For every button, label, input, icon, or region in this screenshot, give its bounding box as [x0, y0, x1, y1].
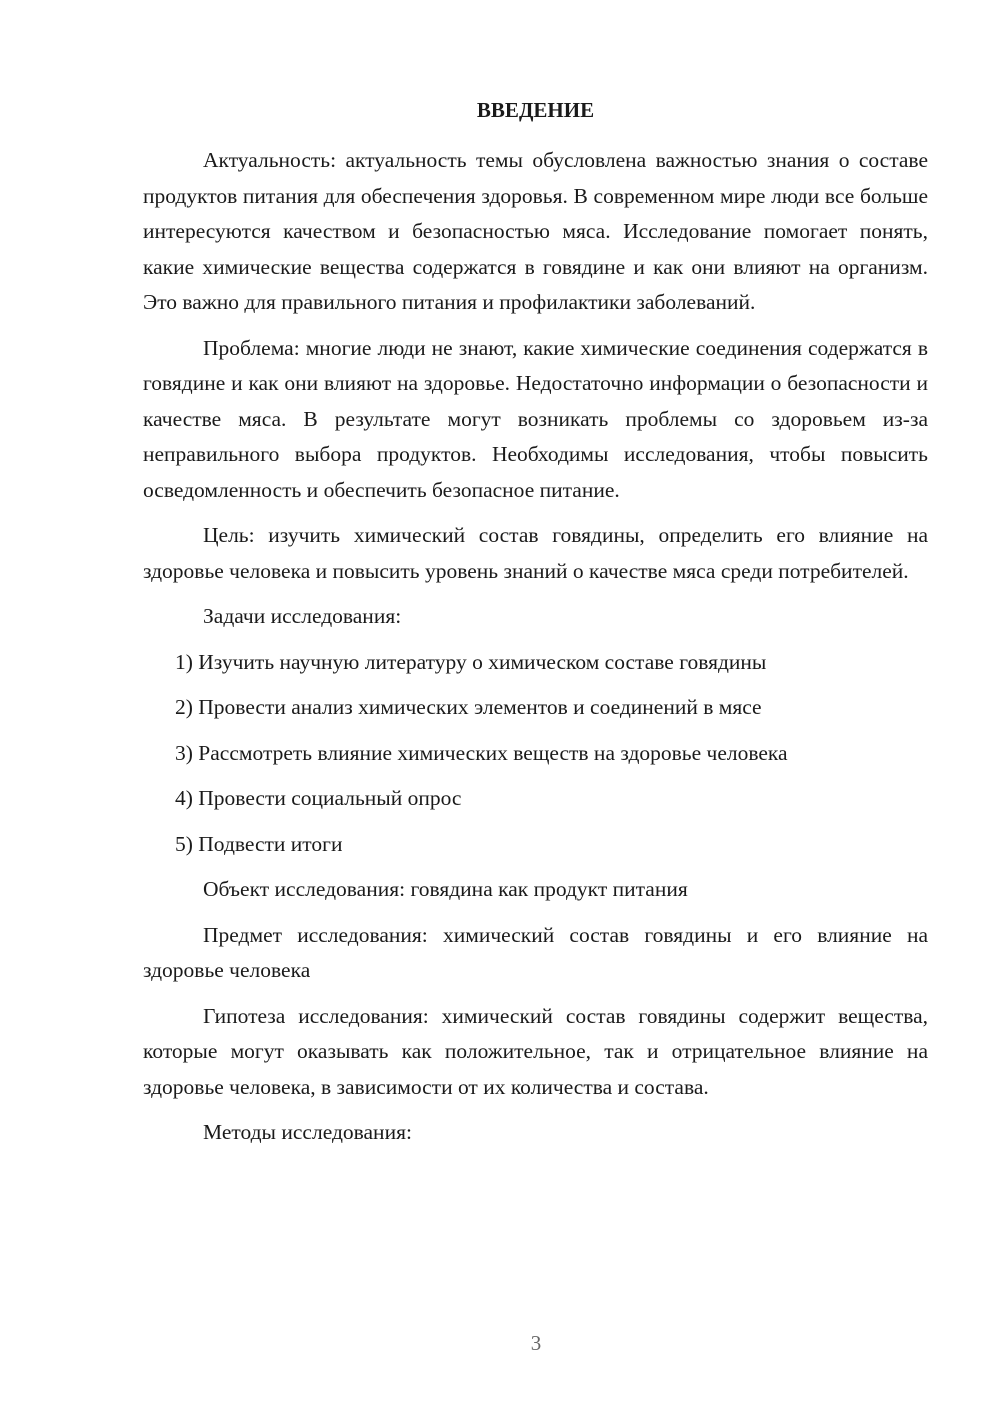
tasks-list	[143, 645, 928, 863]
object-paragraph: Объект исследования: говядина как продукт питания	[203, 877, 688, 901]
list-item: 2) Провести анализ химических элементов и соединений в мясе	[175, 695, 762, 719]
methods-heading: Методы исследования:	[203, 1120, 412, 1144]
list-item: 5) Подвести итоги	[175, 831, 343, 856]
list-item: 4) Провести социальный опрос	[175, 786, 462, 810]
tasks-heading: Задачи исследования:	[203, 604, 402, 628]
relevance-paragraph: Актуальность: актуальность темы обусловлена важностью знания о составе продуктов питания для обеспечения здоровья. В современном мире люди все больше интересуются качеством и безопасностью мяса. Исследование помогает понять, какие химические вещества содержатся в говядине и как они влияют на организм. Это важно для правильного питания и профилактики заболеваний.	[143, 148, 928, 314]
goal-paragraph: Цель: изучить химический состав говядины, определить его влияние на здоровье человека и повысить уровень знаний о качестве мяса среди потребителей.	[143, 523, 928, 583]
hypothesis-paragraph: Гипотеза исследования: химический состав говядины содержит вещества, которые могут оказывать как положительное, так и отрицательное влияние на здоровье человека, в зависимости от их количества и состава.	[143, 1003, 928, 1099]
subject-paragraph: Предмет исследования: химический состав говядины и его влияние на здоровье человека	[143, 922, 928, 982]
document-page	[143, 93, 928, 1161]
page-number: 3	[530, 1331, 542, 1355]
page-title: ВВЕДЕНИЕ	[476, 98, 595, 122]
list-item: 3) Рассмотреть влияние химических веществ на здоровье человека	[175, 740, 788, 765]
problem-paragraph: Проблема: многие люди не знают, какие химические соединения содержатся в говядине и как они влияют на здоровье. Недостаточно информации о безопасности и качестве мяса. В результате могут возникать проблемы со здоровьем из-за неправильного выбора продуктов. Необходимы исследования, чтобы повысить осведомленность и обеспечить безопасное питание.	[143, 335, 928, 502]
list-item: 1) Изучить научную литературу о химическом составе говядины	[175, 649, 767, 674]
